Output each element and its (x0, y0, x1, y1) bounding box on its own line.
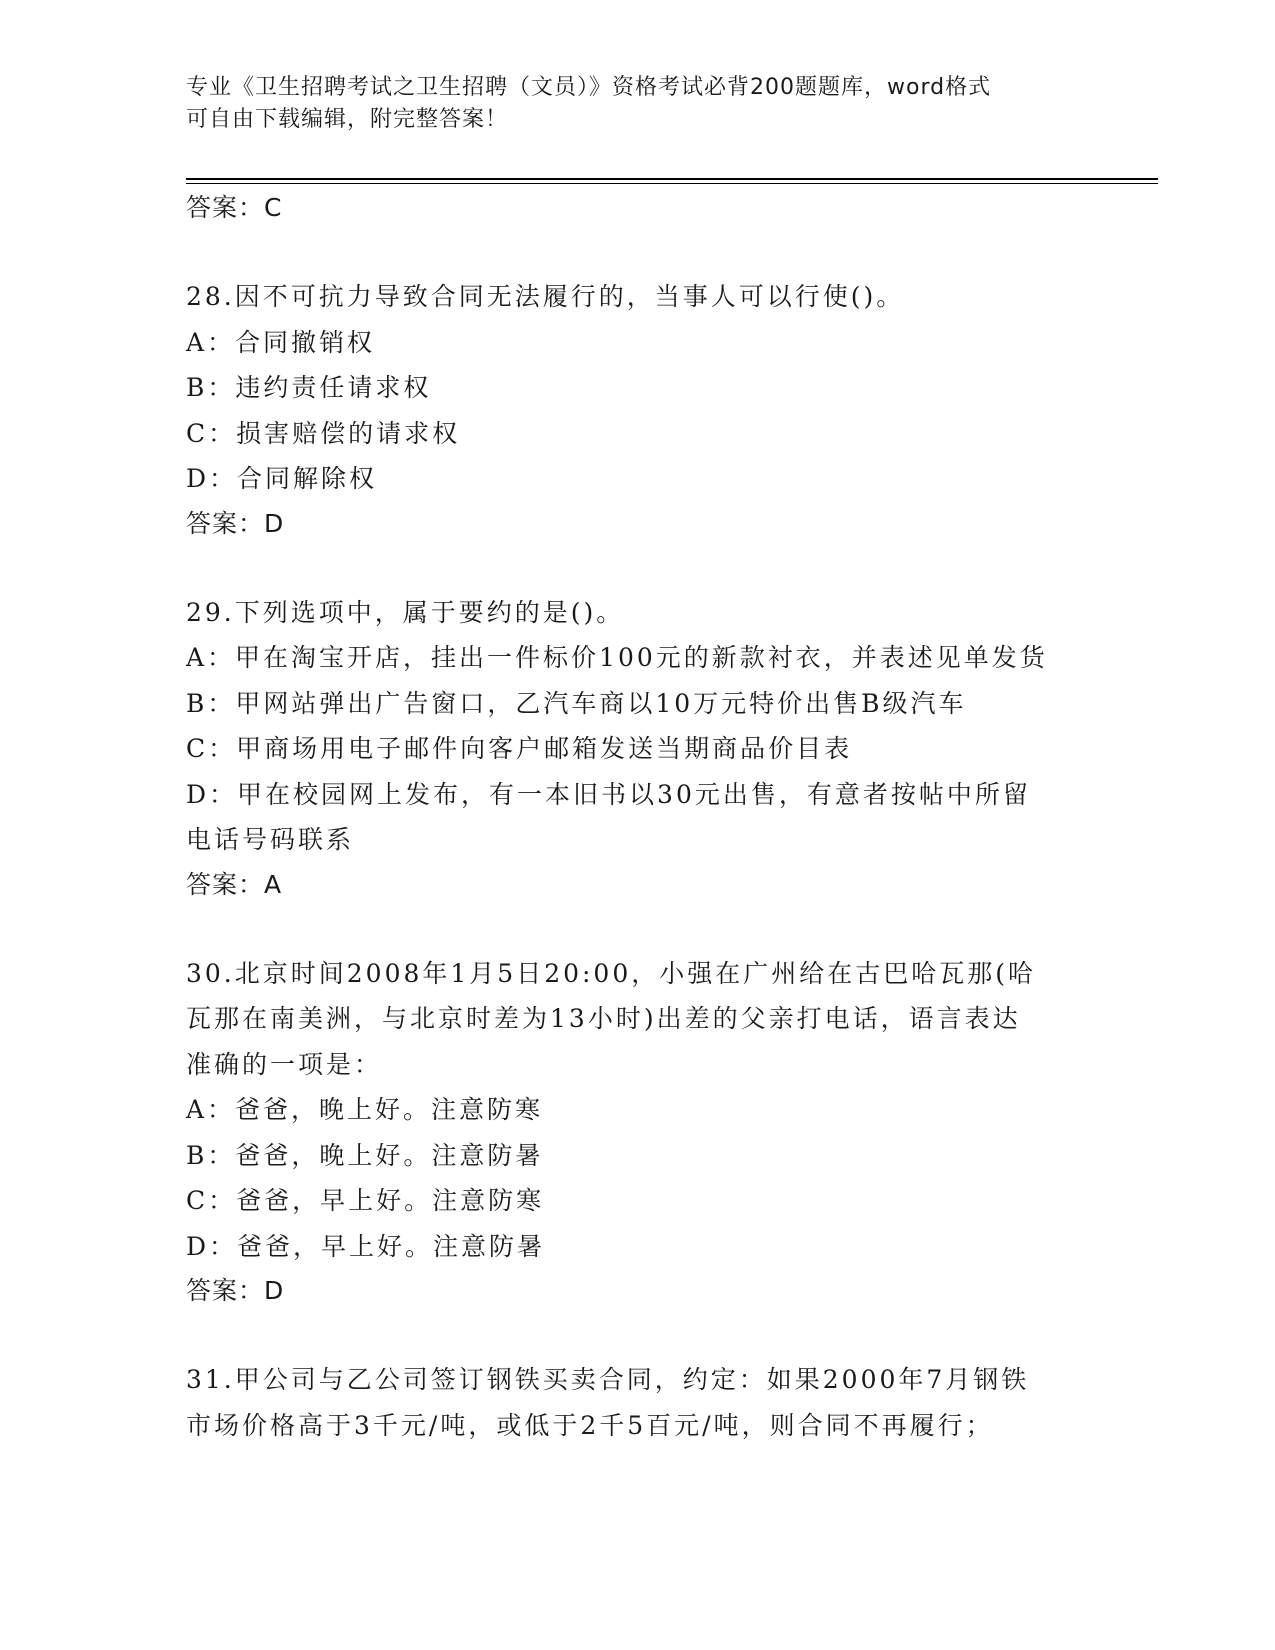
option-a: A：爸爸，晚上好。注意防寒 (186, 1095, 544, 1124)
question-29 (186, 590, 1086, 907)
option-b: B：爸爸，晚上好。注意防暑 (186, 1140, 544, 1170)
option-c: C：甲商场用电子邮件向客户邮箱发送当期商品价目表 (186, 734, 853, 763)
option-c: C：损害赔偿的请求权 (186, 418, 461, 448)
option-a: A：合同撤销权 (186, 327, 376, 357)
header-rule-thick (186, 178, 1158, 180)
option-b: B：甲网站弹出广告窗口，乙汽车商以10万元特价出售B级汽车 (186, 688, 967, 718)
header-rule-thin (186, 183, 1158, 184)
option-a: A：甲在淘宝开店，挂出一件标价100元的新款衬衣，并表述见单发货 (186, 643, 1048, 672)
question-28 (186, 274, 1086, 546)
option-d: D：爸爸，早上好。注意防暑 (186, 1231, 546, 1261)
question-text-line-1: 30.北京时间2008年1月5日20:00，小强在广州给在古巴哈瓦那(哈 (186, 958, 1036, 988)
previous-answer: 答案：C (186, 193, 283, 222)
question-text: 28.因不可抗力导致合同无法履行的，当事人可以行使()。 (186, 282, 905, 311)
spacer (186, 230, 1086, 274)
spacer (186, 546, 1086, 590)
option-d: D：甲在校园网上发布，有一本旧书以30元出售，有意者按帖中所留 (186, 779, 1031, 809)
question-text: 29.下列选项中，属于要约的是()。 (186, 597, 625, 627)
header-line-2: 可自由下载编辑，附完整答案！ (186, 107, 509, 132)
question-30 (186, 951, 1086, 1314)
question-text-line-3: 准确的一项是： (186, 1049, 383, 1079)
question-31 (186, 1357, 1086, 1448)
question-text-line-1: 31.甲公司与乙公司签订钢铁买卖合同，约定：如果2000年7月钢铁 (186, 1365, 1030, 1394)
option-c: C：爸爸，早上好。注意防寒 (186, 1186, 545, 1215)
question-text-line-2: 瓦那在南美洲，与北京时差为13小时)出差的父亲打电话，语言表达 (186, 1004, 1021, 1033)
question-list (186, 186, 1086, 1448)
answer: 答案：A (186, 869, 283, 899)
question-text-line-2: 市场价格高于3千元/吨，或低于2千5百元/吨，则合同不再履行； (186, 1410, 994, 1440)
answer: 答案：D (186, 508, 285, 538)
option-d-continued: 电话号码联系 (186, 825, 355, 854)
option-d: D：合同解除权 (186, 464, 378, 493)
answer: 答案：D (186, 1276, 285, 1305)
header-line-1: 专业《卫生招聘考试之卫生招聘（文员）》资格考试必背200题题库，word格式 (186, 75, 992, 100)
option-b: B：违约责任请求权 (186, 373, 432, 402)
spacer (186, 907, 1086, 951)
document-header (186, 72, 1066, 136)
spacer (186, 1313, 1086, 1357)
